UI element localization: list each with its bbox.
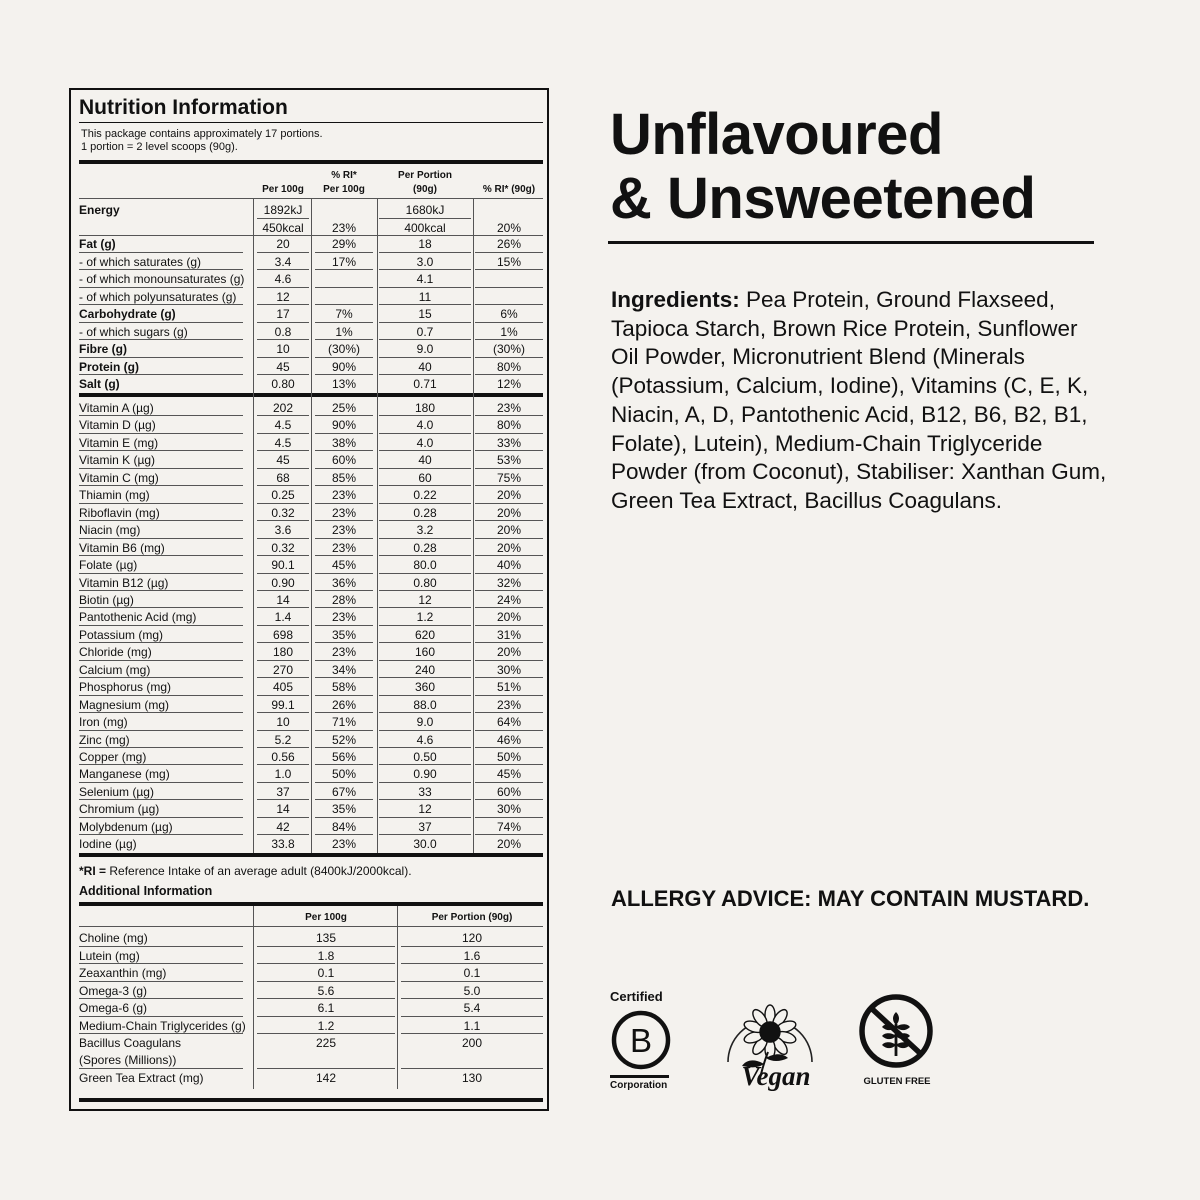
additional-row	[71, 1069, 547, 1087]
col-header-per100: Per 100g	[262, 184, 304, 195]
vegan-sunflower-icon	[706, 994, 836, 1100]
macro-riportion: 6%	[500, 307, 518, 321]
macro-riportion: 15%	[496, 254, 522, 269]
micro-label: Chloride (mg)	[79, 645, 152, 660]
additional-perportion: 5.0	[463, 983, 481, 998]
micro-label: Vitamin A (µg)	[79, 401, 154, 415]
micro-perportion: 12	[418, 802, 432, 817]
micro-ri100: 35%	[331, 802, 357, 817]
micro-row	[71, 626, 547, 643]
micro-ri100: 60%	[331, 453, 357, 468]
macro-perportion: 9.0	[416, 342, 434, 356]
bcorp-corporation-text: Corporation	[610, 1080, 668, 1091]
macro-ri100: 13%	[331, 377, 357, 391]
micro-row	[71, 556, 547, 573]
macro-perportion: 11	[418, 289, 432, 304]
additional-row	[71, 1034, 547, 1069]
micro-riportion: 20%	[496, 488, 522, 503]
add-col-divider-1	[253, 906, 254, 1089]
macro-row	[71, 270, 547, 288]
macro-label: - of which monounsaturates (g)	[79, 272, 245, 286]
additional-per100: 1.8	[317, 948, 335, 963]
micro-label: Chromium (µg)	[79, 802, 160, 817]
micro-ri100: 23%	[331, 540, 357, 555]
macro-row	[71, 323, 547, 341]
micro-perportion: 160	[414, 645, 436, 660]
micro-perportion: 240	[414, 662, 436, 677]
micro-perportion: 0.50	[413, 750, 437, 764]
additional-header-per100: Per 100g	[305, 912, 347, 923]
additional-label: Green Tea Extract (mg)	[79, 1071, 204, 1085]
macro-label: - of which polyunsaturates (g)	[79, 289, 237, 304]
ri-footnote-text: Reference Intake of an average adult (8400kJ/2000kcal).	[106, 864, 412, 878]
additional-per100: 142	[315, 1071, 337, 1085]
micro-label: Iron (mg)	[79, 715, 128, 730]
additional-per100: 135	[315, 931, 337, 945]
macro-per100: 0.80	[271, 377, 295, 391]
additional-per100: 0.1	[317, 966, 335, 980]
micro-ri100: 90%	[331, 418, 357, 433]
micro-row	[71, 434, 547, 451]
additional-perportion: 1.6	[463, 948, 481, 963]
additional-header-rule	[79, 926, 543, 927]
micro-per100: 4.5	[274, 435, 292, 450]
col-divider-4	[473, 198, 474, 853]
macro-ri100: 17%	[331, 254, 357, 269]
macro-ri100: 29%	[331, 237, 357, 251]
micro-row	[71, 783, 547, 800]
micro-label: Manganese (mg)	[79, 767, 170, 782]
micro-riportion: 50%	[496, 750, 522, 764]
micro-per100: 5.2	[274, 732, 292, 747]
micro-riportion: 31%	[496, 627, 522, 642]
micro-per100: 45	[276, 453, 290, 468]
micro-per100: 14	[276, 592, 290, 607]
ingredients-text: Pea Protein, Ground Flaxseed, Tapioca Starch, Brown Rice Protein, Sunflower Oil Powder, Micronutrient Blend (Minerals (Potassium, Calcium, Iodine), Vitamins (C, E, K, Niacin, A, D, Pantothenic Acid, B12, B6, B2, B1, Folate), Lutein), Medium-Chain Triglyceride Powder (from Coconut), Stabiliser: Xanthan Gum, Green Tea Extract, Bacillus Coagulans.	[611, 287, 1107, 513]
micro-row	[71, 800, 547, 817]
portion-intro: This package contains approximately 17 portions.	[81, 128, 323, 140]
macro-per100: 20	[276, 237, 290, 251]
allergy-advice: ALLERGY ADVICE: MAY CONTAIN MUSTARD.	[611, 886, 1090, 911]
additional-label: Zeaxanthin (mg)	[79, 966, 167, 980]
macro-per100: 0.8	[274, 324, 292, 339]
bcorp-underline	[610, 1075, 669, 1078]
micro-riportion: 53%	[496, 453, 522, 468]
micro-riportion: 20%	[496, 540, 522, 555]
micro-label: Vitamin B12 (µg)	[79, 575, 169, 590]
additional-label-line2: (Spores (Millions))	[79, 1053, 177, 1067]
micro-riportion: 30%	[496, 662, 522, 677]
micro-label: Magnesium (mg)	[79, 697, 170, 712]
energy-mid-rule-2	[379, 218, 471, 219]
micro-riportion: 80%	[496, 418, 522, 433]
micro-per100: 33.8	[271, 837, 295, 852]
micro-per100: 180	[272, 645, 294, 660]
micro-per100: 698	[272, 627, 294, 642]
micro-label: Vitamin E (mg)	[79, 435, 159, 450]
additional-row	[71, 947, 547, 965]
micro-perportion: 80.0	[413, 558, 437, 573]
energy-kcal-portion: 400kcal	[404, 221, 446, 235]
micro-perportion: 60	[418, 470, 432, 485]
macro-label: - of which saturates (g)	[79, 254, 202, 269]
micro-riportion: 45%	[496, 767, 522, 782]
micro-riportion: 74%	[496, 819, 522, 834]
macro-label: Carbohydrate (g)	[79, 307, 176, 321]
additional-row	[71, 964, 547, 982]
micro-ri100: 34%	[331, 662, 357, 677]
macro-perportion: 40	[418, 359, 432, 374]
micro-label: Potassium (mg)	[79, 627, 164, 642]
micro-per100: 1.0	[274, 767, 292, 782]
micro-per100: 14	[276, 802, 290, 817]
macro-row	[71, 235, 547, 253]
energy-kj-portion: 1680kJ	[405, 203, 445, 217]
macro-label: Salt (g)	[79, 377, 120, 391]
micro-label: Riboflavin (mg)	[79, 505, 160, 520]
macro-per100: 10	[276, 342, 290, 356]
macro-row	[71, 375, 547, 393]
vegan-text: Vegan	[741, 1061, 811, 1091]
micro-label: Biotin (µg)	[79, 592, 134, 607]
micro-riportion: 20%	[496, 523, 522, 538]
additional-row	[71, 929, 547, 947]
additional-row	[71, 1017, 547, 1035]
additional-header-perportion: Per Portion (90g)	[431, 912, 513, 923]
micro-label: Vitamin B6 (mg)	[79, 540, 165, 555]
ri-footnote	[79, 864, 412, 878]
micro-perportion: 4.6	[416, 732, 434, 747]
micro-row	[71, 399, 547, 416]
gluten-free-icon	[856, 994, 936, 1068]
micro-row	[71, 521, 547, 538]
micro-row	[71, 731, 547, 748]
additional-per100: 225	[315, 1036, 337, 1050]
micro-perportion: 37	[418, 819, 432, 834]
additional-row	[71, 999, 547, 1017]
micro-perportion: 0.80	[413, 575, 437, 590]
micro-riportion: 30%	[496, 802, 522, 817]
additional-perportion: 1.1	[463, 1018, 481, 1033]
micro-riportion: 46%	[496, 732, 522, 747]
micro-label: Zinc (mg)	[79, 732, 130, 747]
micro-per100: 0.32	[271, 540, 295, 555]
micro-ri100: 67%	[331, 784, 357, 799]
macro-perportion: 0.7	[416, 324, 434, 339]
portion-size: 1 portion = 2 level scoops (90g).	[81, 141, 238, 153]
micro-per100: 1.4	[274, 610, 292, 625]
micro-riportion: 64%	[496, 715, 522, 730]
micro-label: Selenium (µg)	[79, 784, 154, 799]
micro-riportion: 23%	[496, 697, 522, 712]
micro-riportion: 40%	[496, 558, 522, 573]
micro-label: Vitamin D (µg)	[79, 418, 156, 433]
micro-label: Molybdenum (µg)	[79, 819, 173, 834]
macro-ri100: (30%)	[327, 342, 360, 356]
additional-perportion: 5.4	[463, 1001, 481, 1015]
product-title-line1: Unflavoured	[610, 102, 943, 167]
micro-per100: 10	[276, 715, 290, 730]
macro-row	[71, 340, 547, 358]
additional-perportion: 120	[461, 931, 483, 945]
micro-per100: 3.6	[274, 523, 292, 538]
micro-ri100: 35%	[331, 627, 357, 642]
micro-ri100: 71%	[331, 715, 357, 730]
title-rule	[79, 122, 543, 123]
micro-per100: 0.32	[271, 505, 295, 520]
micro-ri100: 52%	[331, 732, 357, 747]
additional-perportion: 200	[461, 1036, 483, 1050]
additional-perportion: 130	[461, 1071, 483, 1085]
micro-label: Pantothenic Acid (mg)	[79, 610, 197, 625]
macro-per100: 4.6	[274, 272, 292, 286]
macro-label: - of which sugars (g)	[79, 324, 188, 339]
macro-riportion: 1%	[500, 324, 518, 339]
micro-perportion: 12	[418, 592, 432, 607]
energy-kcal-100: 450kcal	[262, 221, 304, 235]
micro-ri100: 23%	[331, 610, 357, 625]
macro-ri100: 90%	[331, 359, 357, 374]
macro-perportion: 3.0	[416, 254, 434, 269]
micro-perportion: 4.0	[416, 435, 434, 450]
micro-ri100: 28%	[331, 592, 357, 607]
macro-label: Fibre (g)	[79, 342, 127, 356]
micro-riportion: 20%	[496, 645, 522, 660]
header-rule	[79, 160, 543, 164]
micro-ri100: 56%	[331, 750, 357, 764]
additional-per100: 1.2	[317, 1018, 335, 1033]
micro-row	[71, 416, 547, 433]
b-corp-badge	[606, 986, 676, 1096]
col-header-ri100-line2: Per 100g	[323, 184, 365, 195]
additional-top-rule	[79, 902, 543, 906]
micro-ri100: 38%	[331, 435, 357, 450]
micro-row	[71, 539, 547, 556]
additional-label: Omega-6 (g)	[79, 1001, 148, 1015]
micro-row	[71, 608, 547, 625]
additional-label: Medium-Chain Triglycerides (g)	[79, 1018, 246, 1033]
micro-ri100: 50%	[331, 767, 357, 782]
energy-ri-portion: 20%	[496, 221, 522, 235]
micro-per100: 0.90	[271, 575, 295, 590]
micro-label: Calcium (mg)	[79, 662, 151, 677]
micro-per100: 202	[272, 401, 294, 415]
macro-label: Fat (g)	[79, 237, 116, 251]
micro-ri100: 85%	[331, 470, 357, 485]
micro-label: Thiamin (mg)	[79, 488, 150, 503]
micro-riportion: 60%	[496, 784, 522, 799]
micro-row	[71, 765, 547, 782]
micro-ri100: 23%	[331, 505, 357, 520]
product-title	[610, 103, 1035, 231]
micro-riportion: 33%	[496, 435, 522, 450]
micro-row	[71, 643, 547, 660]
product-title-line2: & Unsweetened	[610, 166, 1036, 231]
micro-ri100: 58%	[331, 680, 357, 695]
macro-perportion: 4.1	[416, 272, 434, 286]
additional-label: Omega-3 (g)	[79, 983, 148, 998]
micro-label: Copper (mg)	[79, 750, 147, 764]
micro-perportion: 0.28	[413, 540, 437, 555]
micro-riportion: 20%	[496, 505, 522, 520]
ingredients	[611, 286, 1111, 516]
macro-row	[71, 288, 547, 306]
micro-per100: 0.56	[271, 750, 295, 764]
micro-ri100: 36%	[331, 575, 357, 590]
macro-riportion: 12%	[496, 377, 522, 391]
micro-row	[71, 504, 547, 521]
gluten-free-badge	[852, 992, 942, 1092]
micro-label: Phosphorus (mg)	[79, 680, 172, 695]
macro-riportion: 26%	[496, 237, 522, 251]
col-divider-2	[311, 198, 312, 853]
additional-bottom-rule	[79, 1098, 543, 1102]
additional-per100: 5.6	[317, 983, 335, 998]
macro-ri100: 7%	[335, 307, 353, 321]
micro-perportion: 4.0	[416, 418, 434, 433]
micro-perportion: 0.22	[413, 488, 437, 503]
macro-row	[71, 305, 547, 323]
col-header-perportion-line2: (90g)	[413, 184, 437, 195]
micro-row	[71, 818, 547, 835]
micro-ri100: 23%	[331, 523, 357, 538]
col-divider-1	[253, 198, 254, 853]
micro-ri100: 25%	[331, 401, 357, 415]
micro-label: Vitamin K (µg)	[79, 453, 156, 468]
micro-perportion: 0.28	[413, 505, 437, 520]
micro-riportion: 75%	[496, 470, 522, 485]
micro-ri100: 23%	[331, 837, 357, 852]
macro-per100: 12	[276, 289, 290, 304]
micro-label: Vitamin C (mg)	[79, 470, 159, 485]
micro-per100: 0.25	[271, 488, 295, 503]
macro-perportion: 18	[418, 237, 432, 251]
col-header-riportion: % RI* (90g)	[482, 184, 536, 195]
micro-perportion: 9.0	[416, 715, 434, 730]
micro-label: Folate (µg)	[79, 558, 138, 573]
micro-riportion: 51%	[496, 680, 522, 695]
additional-label: Choline (mg)	[79, 931, 148, 945]
additional-label: Lutein (mg)	[79, 948, 140, 963]
macro-riportion: (30%)	[492, 342, 525, 356]
ingredients-label: Ingredients:	[611, 287, 740, 312]
micro-ri100: 26%	[331, 697, 357, 712]
energy-label: Energy	[79, 203, 120, 217]
micro-per100: 4.5	[274, 418, 292, 433]
col-header-perportion-line1: Per Portion	[398, 170, 452, 181]
micro-ri100: 23%	[331, 488, 357, 503]
micro-per100: 270	[272, 662, 294, 677]
macro-perportion: 0.71	[413, 377, 437, 391]
micro-perportion: 0.90	[413, 767, 437, 782]
micro-riportion: 23%	[496, 401, 522, 415]
micro-label: Niacin (mg)	[79, 523, 141, 538]
micro-riportion: 20%	[496, 837, 522, 852]
micro-riportion: 24%	[496, 592, 522, 607]
micro-per100: 405	[272, 680, 294, 695]
micro-row	[71, 469, 547, 486]
energy-ri-100: 23%	[331, 221, 357, 235]
micro-perportion: 620	[414, 627, 436, 642]
energy-kj-100: 1892kJ	[263, 203, 303, 217]
micro-label: Iodine (µg)	[79, 837, 137, 852]
micro-row	[71, 678, 547, 695]
micro-perportion: 3.2	[416, 523, 434, 538]
vegan-badge	[706, 994, 836, 1100]
micro-perportion: 33	[418, 784, 432, 799]
micro-per100: 37	[276, 784, 290, 799]
micro-riportion: 32%	[496, 575, 522, 590]
macro-per100: 3.4	[274, 254, 292, 269]
macro-ri100: 1%	[335, 324, 353, 339]
bcorp-certified-text: Certified	[610, 989, 663, 1004]
ri-footnote-label: *RI =	[79, 864, 107, 878]
col-header-ri100-line1: % RI*	[331, 170, 357, 181]
nutrition-title: Nutrition Information	[79, 96, 288, 119]
micro-riportion: 20%	[496, 610, 522, 625]
gluten-free-text: GLUTEN FREE	[863, 1076, 931, 1087]
micro-per100: 42	[276, 819, 290, 834]
energy-mid-rule-1	[257, 218, 309, 219]
micro-ri100: 23%	[331, 645, 357, 660]
micro-per100: 90.1	[271, 558, 295, 573]
micro-ri100: 84%	[331, 819, 357, 834]
col-divider-3	[377, 198, 378, 853]
micro-bottom-rule	[79, 853, 543, 857]
additional-label: Bacillus Coagulans	[79, 1036, 182, 1050]
micro-row	[71, 835, 547, 852]
micro-row	[71, 486, 547, 503]
macro-label: Protein (g)	[79, 359, 139, 374]
additional-perportion: 0.1	[463, 966, 481, 980]
micro-row	[71, 591, 547, 608]
b-corp-icon	[609, 1008, 673, 1072]
micro-perportion: 360	[414, 680, 436, 695]
micro-perportion: 88.0	[413, 697, 437, 712]
micro-row	[71, 696, 547, 713]
additional-title: Additional Information	[79, 884, 213, 898]
macro-per100: 45	[276, 359, 290, 374]
macro-per100: 17	[276, 307, 290, 321]
add-col-divider-2	[397, 906, 398, 1089]
micro-perportion: 40	[418, 453, 432, 468]
micro-perportion: 30.0	[413, 837, 437, 852]
micro-row	[71, 661, 547, 678]
micro-ri100: 45%	[331, 558, 357, 573]
micro-per100: 99.1	[271, 697, 295, 712]
micro-row	[71, 748, 547, 765]
macro-row	[71, 253, 547, 271]
additional-row	[71, 982, 547, 1000]
micro-row	[71, 574, 547, 591]
micro-row	[71, 451, 547, 468]
micro-row	[71, 713, 547, 730]
micro-perportion: 180	[414, 401, 436, 415]
micro-perportion: 1.2	[416, 610, 434, 625]
macro-perportion: 15	[418, 307, 432, 321]
nutrition-label	[69, 88, 549, 1111]
additional-per100: 6.1	[317, 1001, 335, 1015]
macro-riportion: 80%	[496, 359, 522, 374]
micro-per100: 68	[276, 470, 290, 485]
bcorp-letter: B	[629, 1022, 653, 1059]
title-divider	[608, 241, 1094, 244]
macro-row	[71, 358, 547, 376]
